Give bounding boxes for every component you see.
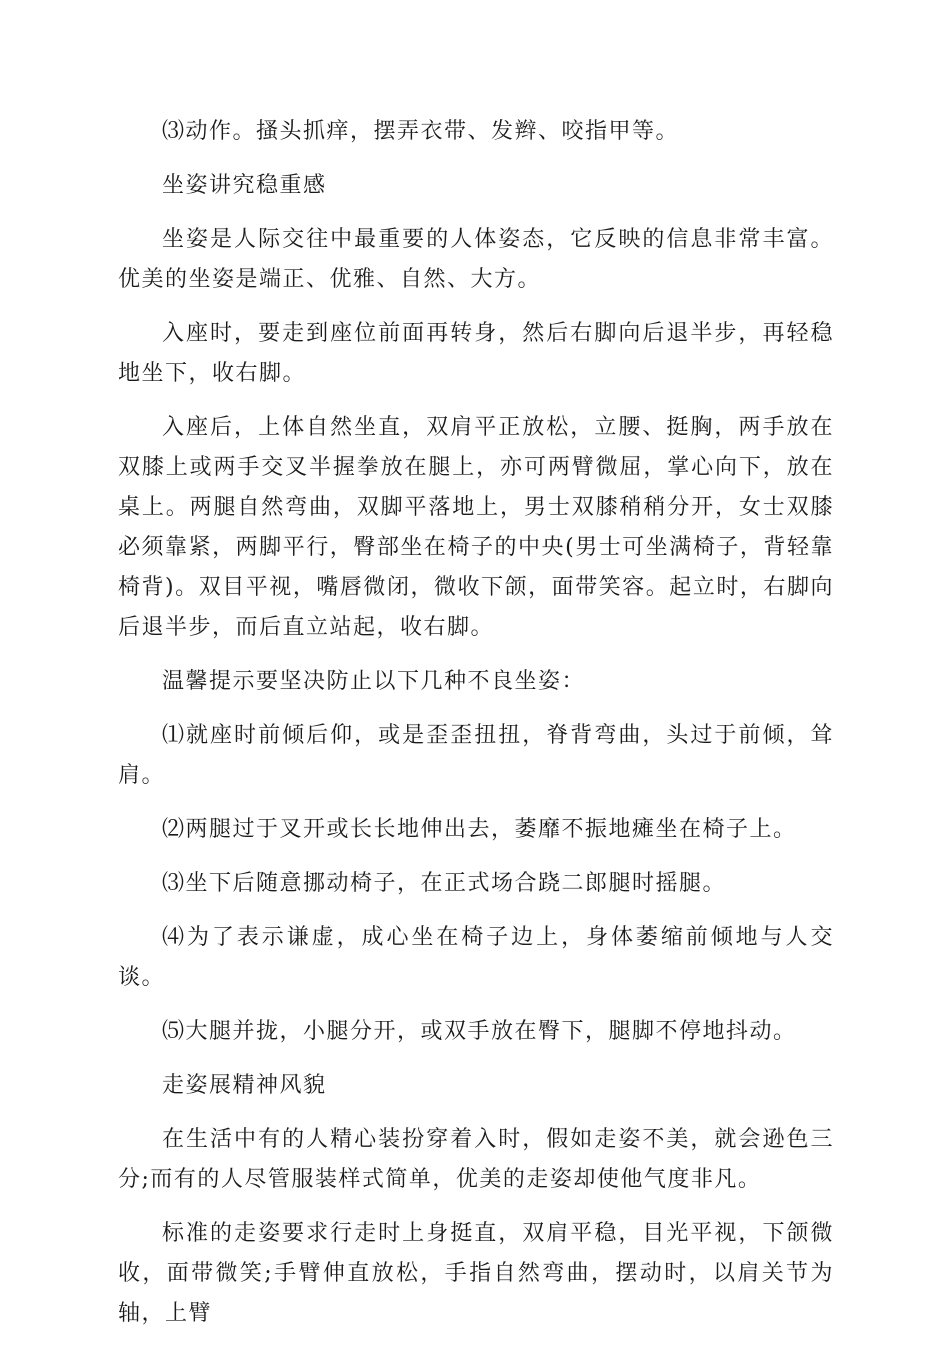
document-body <box>118 112 834 1348</box>
paragraph-walking-standard: 标准的走姿要求行走时上身挺直，双肩平稳，目光平视，下颌微收，面带微笑;手臂伸直放松，手指自然弯曲，摆动时，以肩关节为轴，上臂 <box>118 1221 834 1326</box>
paragraph-sitting-intro: 坐姿是人际交往中最重要的人体姿态，它反映的信息非常丰富。优美的坐姿是端正、优雅、自然、大方。 <box>118 227 834 292</box>
paragraph-walking-intro: 在生活中有的人精心装扮穿着入时，假如走姿不美，就会逊色三分;而有的人尽管服装样式简单，优美的走姿却使他气度非凡。 <box>118 1127 834 1192</box>
section-heading-walking: 走姿展精神风貌 <box>162 1073 327 1098</box>
list-item-bad-posture-5: ⑸大腿并拢，小腿分开，或双手放在臀下，腿脚不停地抖动。 <box>162 1019 797 1044</box>
paragraph-action-item-3: ⑶动作。搔头抓痒，摆弄衣带、发辫、咬指甲等。 <box>162 119 680 144</box>
paragraph-sitting-down: 入座时，要走到座位前面再转身，然后右脚向后退半步，再轻稳地坐下，收右脚。 <box>118 321 834 386</box>
list-item-bad-posture-1: ⑴就座时前倾后仰，或是歪歪扭扭，脊背弯曲，头过于前倾，耸肩。 <box>118 723 834 788</box>
list-item-bad-posture-2: ⑵两腿过于叉开或长长地伸出去，萎靡不振地瘫坐在椅子上。 <box>162 817 797 842</box>
list-item-bad-posture-3: ⑶坐下后随意挪动椅子，在正式场合跷二郎腿时摇腿。 <box>162 871 727 896</box>
list-item-bad-posture-4: ⑷为了表示谦虚，成心坐在椅子边上，身体萎缩前倾地与人交谈。 <box>118 925 834 990</box>
paragraph-seated-posture: 入座后，上体自然坐直，双肩平正放松，立腰、挺胸，两手放在双膝上或两手交叉半握拳放在腿上，亦可两臂微屈，掌心向下，放在桌上。两腿自然弯曲，双脚平落地上，男士双膝稍稍分开，女士双膝必须靠紧，两脚平行，臀部坐在椅子的中央(男士可坐满椅子，背轻靠椅背)。双目平视，嘴唇微闭，微收下颌，面带笑容。起立时，右脚向后退半步，而后直立站起，收右脚。 <box>118 415 834 640</box>
section-heading-sitting: 坐姿讲究稳重感 <box>162 173 327 198</box>
paragraph-warning-intro: 温馨提示要坚决防止以下几种不良坐姿： <box>162 669 586 694</box>
